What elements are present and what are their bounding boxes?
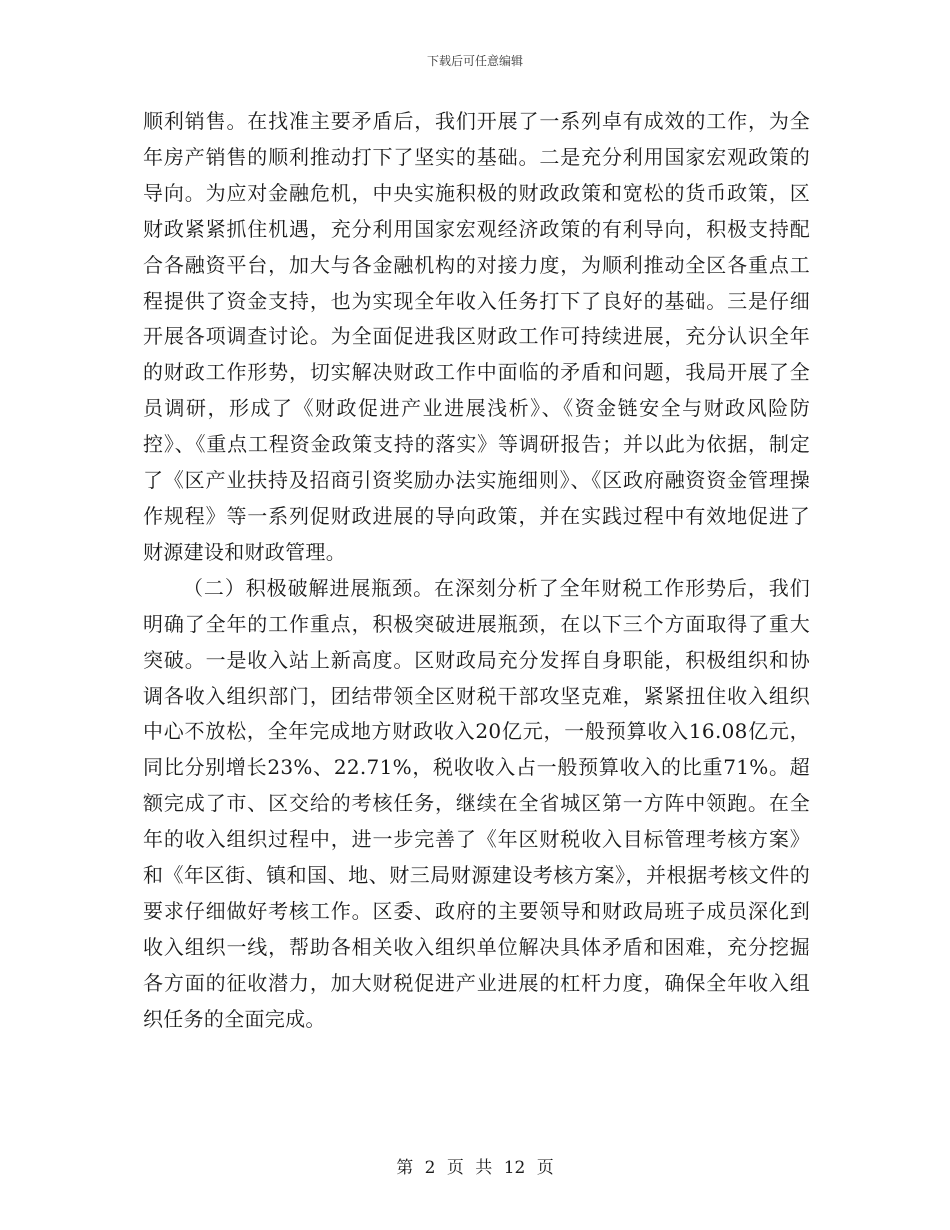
paragraph-2: （二）积极破解进展瓶颈。在深刻分析了全年财税工作形势后，我们明确了全年的工作重点，积极突破进展瓶颈，在以下三个方面取得了重大突破。一是收入站上新高度。区财政局充分发挥自身职能，积极组织和协调各收入组织部门，团结带领全区财税干部攻坚克难，紧紧扭住收入组织中心不放松，全年完成地方财政收入20亿元，一般预算收入16.08亿元，同比分别增长23%、22.71%，税收收入占一般预算收入的比重71%。超额完成了市、区交给的考核任务，继续在全省城区第一方阵中领跑。在全年的收入组织过程中，进一步完善了《年区财税收入目标管理考核方案》和《年区街、镇和国、地、财三局财源建设考核方案》，并根据考核文件的要求仔细做好考核工作。区委、政府的主要领导和财政局班子成员深化到收入组织一线，帮助各相关收入组织单位解决具体矛盾和困难，充分挖掘各方面的征收潜力，加大财税促进产业进展的杠杆力度，确保全年收入组织任务的全面完成。 [143, 575, 810, 1031]
page-header: 下载后可任意编辑 [426, 54, 523, 68]
page-number: 第 2 页 共 12 页 [396, 1158, 554, 1178]
paragraph-1: 顺利销售。在找准主要矛盾后，我们开展了一系列卓有成效的工作，为全年房产销售的顺利推动打下了坚实的基础。二是充分利用国家宏观政策的导向。为应对金融危机，中央实施积极的财政政策和宽松的货币政策，区财政紧紧抓住机遇，充分利用国家宏观经济政策的有利导向，积极支持配合各融资平台，加大与各金融机构的对接力度，为顺利推动全区各重点工程提供了资金支持，也为实现全年收入任务打下了良好的基础。三是仔细开展各项调查讨论。为全面促进我区财政工作可持续进展，充分认识全年的财政工作形势，切实解决财政工作中面临的矛盾和问题，我局开展了全员调研，形成了《财政促进产业进展浅析》、《资金链安全与财政风险防控》、《重点工程资金政策支持的落实》等调研报告；并以此为依据，制定了《区产业扶持及招商引资奖励办法实施细则》、《区政府融资资金管理操作规程》等一系列促财政进展的导向政策，并在实践过程中有效地促进了财源建设和财政管理。 [143, 109, 810, 564]
document-body [143, 104, 810, 1038]
